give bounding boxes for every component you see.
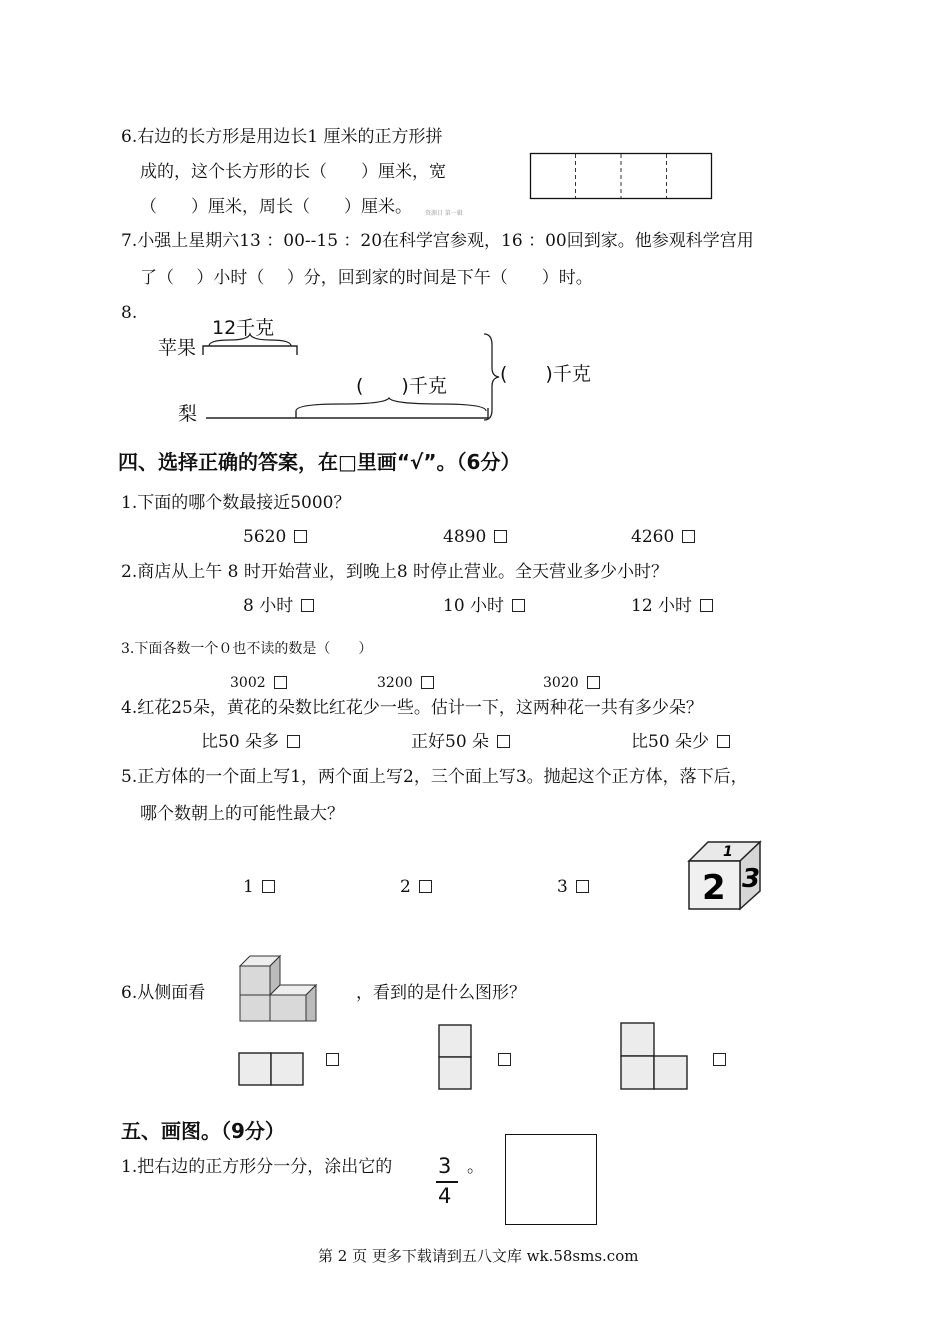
block-stack-figure (238, 952, 320, 1022)
apple-weight: 12千克 (212, 317, 275, 339)
s4-q6-text-after: ，看到的是什么图形？ (356, 983, 526, 1003)
s4-q3-option[interactable]: 3002 (230, 673, 287, 693)
option-a-box[interactable] (318, 1050, 339, 1070)
fraction-denominator: 4 (438, 1184, 452, 1208)
dice-top-number: 1 (723, 844, 733, 860)
s4-q6-text-before: 6.从侧面看 (121, 983, 206, 1003)
s4-q2-option[interactable]: 8 小时 (243, 596, 314, 616)
checkbox-square[interactable] (287, 735, 300, 748)
section4-heading: 四、选择正确的答案，在□里画“√”。（6分） (118, 450, 521, 474)
checkbox-square[interactable] (498, 1053, 511, 1066)
checkbox-square[interactable] (576, 880, 589, 893)
checkbox-square[interactable] (700, 599, 713, 612)
s4-q4-option[interactable]: 正好50 朵 (411, 732, 510, 752)
s4-q2-text: 2.商店从上午 8 时开始营业，到晚上8 时停止营业。全天营业多少小时？ (121, 562, 669, 582)
option-two-stacked[interactable] (438, 1024, 472, 1090)
q6-line2: 成的，这个长方形的长（ ）厘米，宽 (140, 162, 446, 182)
checkbox-square[interactable] (717, 735, 730, 748)
page-footer: 第 2 页 更多下载请到五八文库 wk.58sms.com (318, 1247, 639, 1265)
s4-q3-option[interactable]: 3020 (543, 673, 600, 693)
s4-q1-option[interactable]: 5620 (243, 527, 307, 547)
option-c-box[interactable] (705, 1050, 726, 1070)
fraction-bar (436, 1181, 458, 1183)
s4-q1-option[interactable]: 4260 (631, 527, 695, 547)
s4-q5-line1: 5.正方体的一个面上写1，两个面上写2，三个面上写3。抛起这个正方体，落下后， (121, 767, 748, 787)
q8-label: 8. (121, 303, 138, 323)
checkbox-square[interactable] (494, 530, 507, 543)
s4-q5-option[interactable]: 1 (243, 877, 275, 897)
checkbox-square[interactable] (497, 735, 510, 748)
checkbox-square[interactable] (274, 676, 287, 689)
s5-q1-suffix: 。 (467, 1157, 484, 1177)
fraction-numerator: 3 (438, 1154, 452, 1178)
s4-q4-option[interactable]: 比50 朵少 (631, 732, 730, 752)
q7-line2: 了（ ）小时（ ）分，回到家的时间是下午（ ）时。 (140, 268, 593, 288)
s4-q5-option[interactable]: 2 (400, 877, 432, 897)
dice-figure (688, 841, 762, 911)
pear-extra-weight: ( )千克 (356, 375, 447, 397)
s4-q5-option[interactable]: 3 (557, 877, 589, 897)
checkbox-square[interactable] (713, 1053, 726, 1066)
pear-label: 梨 (178, 403, 198, 425)
s4-q1-text: 1.下面的哪个数最接近5000？ (121, 493, 351, 513)
weight-diagram (0, 0, 950, 440)
watermark: 资源目 第一辑 (425, 210, 463, 217)
s4-q1-option[interactable]: 4890 (443, 527, 507, 547)
dice-front-number: 2 (702, 868, 726, 908)
dice-side-number: 3 (742, 864, 761, 894)
s4-q3-option[interactable]: 3200 (377, 673, 434, 693)
total-weight: ( )千克 (500, 363, 591, 385)
q6-line3: （ ）厘米，周长（ ）厘米。 (140, 197, 412, 217)
checkbox-square[interactable] (419, 880, 432, 893)
checkbox-square[interactable] (301, 599, 314, 612)
checkbox-square[interactable] (294, 530, 307, 543)
checkbox-square[interactable] (512, 599, 525, 612)
s4-q3-text: 3.下面各数一个０也不读的数是（ ） (121, 641, 373, 657)
s4-q2-option[interactable]: 10 小时 (443, 596, 525, 616)
checkbox-square[interactable] (326, 1053, 339, 1066)
q6-line1: 6.右边的长方形是用边长1 厘米的正方形拼 (121, 127, 443, 147)
apple-label: 苹果 (158, 337, 197, 359)
s4-q5-line2: 哪个数朝上的可能性最大？ (140, 804, 344, 824)
option-b-box[interactable] (490, 1050, 511, 1070)
checkbox-square[interactable] (682, 530, 695, 543)
section5-heading: 五、画图。（9分） (121, 1119, 285, 1143)
q7-line1: 7.小强上星期六13 ：00--15 ：20在科学宫参观，16 ：00回到家。他参观科学宫用 (121, 231, 754, 251)
checkbox-square[interactable] (421, 676, 434, 689)
s5-q1-text: 1.把右边的正方形分一分，涂出它的 (121, 1157, 393, 1177)
s4-q2-option[interactable]: 12 小时 (631, 596, 713, 616)
checkbox-square[interactable] (587, 676, 600, 689)
option-two-side-by-side[interactable] (238, 1052, 304, 1086)
checkbox-square[interactable] (262, 880, 275, 893)
option-l-shape[interactable] (620, 1022, 688, 1090)
s4-q4-text: 4.红花25朵，黄花的朵数比红花少一些。估计一下，这两种花一共有多少朵？ (121, 698, 703, 718)
drawing-square[interactable] (505, 1134, 597, 1225)
s4-q4-option[interactable]: 比50 朵多 (201, 732, 300, 752)
